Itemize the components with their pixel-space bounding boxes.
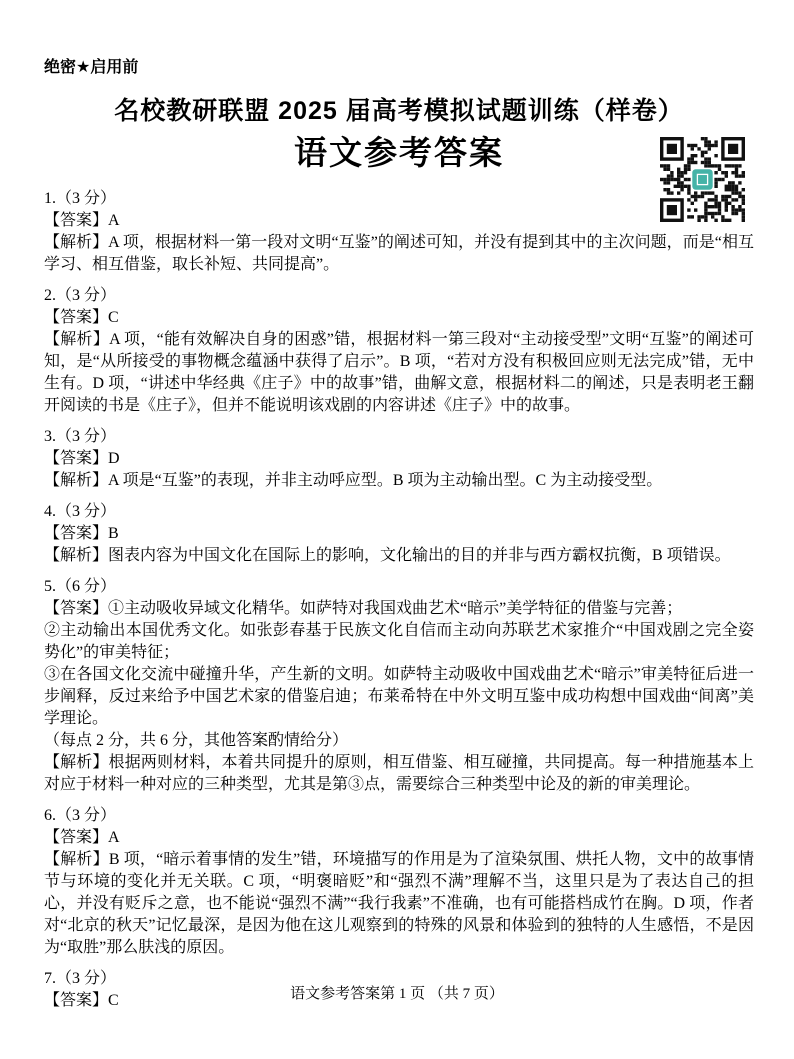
question-number: 2.（3 分） <box>44 287 117 304</box>
analysis-text: 【解析】图表内容为中国文化在国际上的影响，文化输出的目的并非与西方霸权抗衡，B 项错误。 <box>44 547 731 564</box>
page-title: 名校教研联盟 2025 届高考模拟试题训练（样卷） <box>114 97 684 125</box>
qr-code-icon <box>660 137 745 222</box>
answer-detail-text: （每点 2 分，共 6 分，其他答案酌情给分） <box>44 732 349 749</box>
question-number: 4.（3 分） <box>44 503 117 520</box>
analysis-text: 【解析】A 项，根据材料一第一段对文明“互鉴”的阐述可知，并没有提到其中的主次问题，而是“相互学习、相互借鉴，取长补短、共同提高”。 <box>44 234 754 273</box>
analysis-text: 【解析】A 项是“互鉴”的表现，并非主动呼应型。B 项为主动输出型。C 为主动接受型。 <box>44 472 663 489</box>
question-number: 7.（3 分） <box>44 970 117 987</box>
answer-section <box>44 426 754 492</box>
answer-text: 【答案】D <box>44 450 120 467</box>
analysis-text: 【解析】A 项，“能有效解决自身的困惑”错，根据材料一第三段对“主动接受型”文明“互鉴”的阐述可知，是“从所接受的事物概念蕴涵中获得了启示”。B 项，“若对方没有积极回应则无法完成”错，无中生有。D 项，“讲述中华经典《庄子》中的故事”错，曲解文意，根据材料二的阐述，只是表明老王翻开阅读的书是《庄子》，但并不能说明该戏剧的内容讲述《庄子》中的故事。 <box>44 331 754 414</box>
answer-section <box>44 576 754 796</box>
answer-text: 【答案】A <box>44 829 120 846</box>
answer-text: 【答案】A <box>44 212 120 229</box>
answer-section <box>44 285 754 417</box>
classification-label: 绝密★启用前 <box>44 59 139 76</box>
answer-detail-text: ③在各国文化交流中碰撞升华，产生新的文明。如萨特主动吸收中国戏曲艺术“暗示”审美特征后进一步阐释，反过来给予中国艺术家的借鉴启迪；布莱希特在中外文明互鉴中成功构想中国戏曲“间离”美学理论。 <box>44 666 754 727</box>
analysis-text: 【解析】B 项，“暗示着事情的发生”错，环境描写的作用是为了渲染氛围、烘托人物，文中的故事情节与环境的变化并无关联。C 项，“明褒暗贬”和“强烈不满”理解不当，这里只是为了表达自己的担心，并没有贬斥之意，也不能说“强烈不满”“我行我素”不准确，也有可能搭档成竹在胸。D 项，作者对“北京的秋天”记忆最深，是因为他在这儿观察到的特殊的风景和体验到的独特的人生感悟，不是因为“取胜”那么肤浅的原因。 <box>44 851 754 956</box>
answer-text: 【答案】C <box>44 309 119 326</box>
page-subtitle: 语文参考答案 <box>294 134 504 171</box>
answer-section <box>44 805 754 959</box>
answer-section <box>44 188 754 276</box>
question-number: 1.（3 分） <box>44 190 117 207</box>
page-header <box>44 58 754 174</box>
answers-list <box>44 188 754 1012</box>
answer-text: 【答案】C <box>44 992 119 1009</box>
analysis-text: 【解析】根据两则材料，本着共同提升的原则，相互借鉴、相互碰撞，共同提高。每一种措施基本上对应于材料一种对应的三种类型，尤其是第③点，需要综合三种类型中论及的新的审美理论。 <box>44 754 754 793</box>
question-number: 3.（3 分） <box>44 428 117 445</box>
answer-text: 【答案】B <box>44 525 119 542</box>
question-number: 5.（6 分） <box>44 578 117 595</box>
answer-text: 【答案】①主动吸收异域文化精华。如萨特对我国戏曲艺术“暗示”美学特征的借鉴与完善； <box>44 600 683 617</box>
answer-section <box>44 501 754 567</box>
page-footer: 语文参考答案第 1 页 （共 7 页） <box>290 986 504 1002</box>
question-number: 6.（3 分） <box>44 807 117 824</box>
answer-detail-text: ②主动输出本国优秀文化。如张彭春基于民族文化自信而主动向苏联艺术家推介“中国戏剧之完全姿势化”的审美特征； <box>44 622 754 661</box>
